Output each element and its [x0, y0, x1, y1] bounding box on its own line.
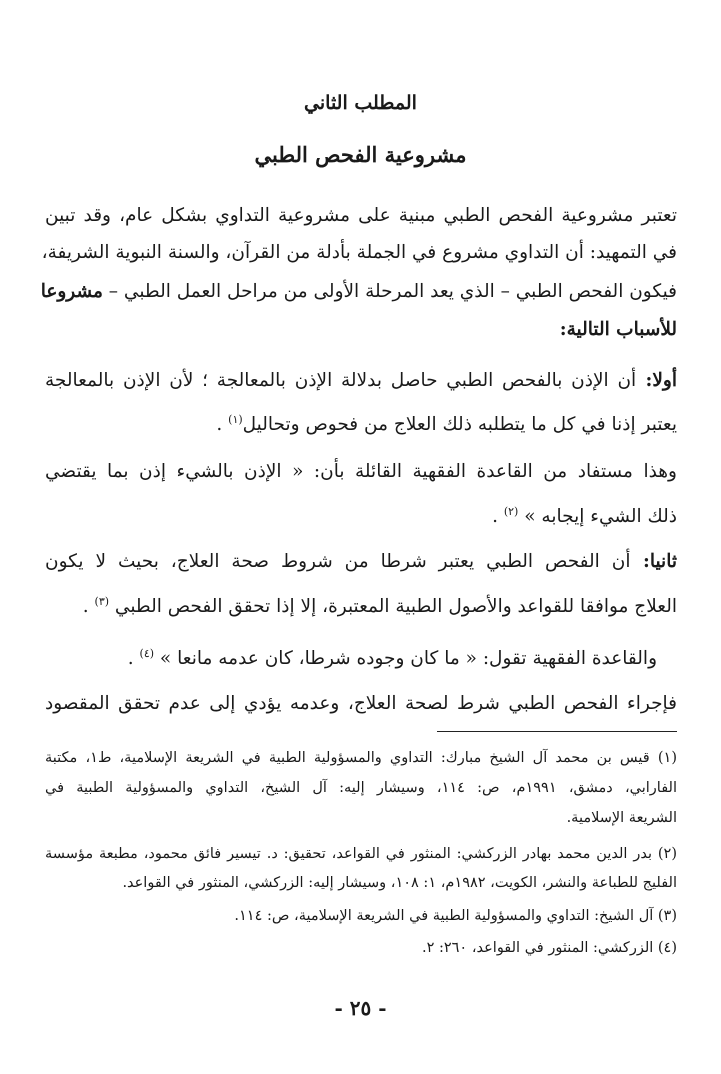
paragraph-5-line-1	[25, 642, 657, 671]
footnote-ref-4: (٤)	[139, 647, 155, 660]
footnote-separator	[437, 731, 677, 732]
paragraph-1-line-2: في التمهيد: أن التداوي مشروع في الجملة بأدلة من القرآن، والسنة النبوية الشريفة،	[41, 242, 677, 263]
paragraph-2-line-1-text: أن الإذن بالفحص الطبي حاصل بدلالة الإذن بالمعالجة ؛ لأن الإذن بالمعالجة	[45, 370, 637, 391]
footnote-3-line-1: (٣) آل الشيخ: التداوي والمسؤولية الطبية في الشريعة الإسلامية، ص: ١١٤.	[234, 908, 677, 924]
footnote-1-line-1: (١) قيس بن محمد آل الشيخ مبارك: التداوي والمسؤولية الطبية في الشريعة الإسلامية، ط١، مكتبة	[45, 750, 677, 766]
section-subtitle: مشروعية الفحص الطبي	[254, 142, 467, 167]
paragraph-4-line-2	[45, 590, 677, 619]
paragraph-4-line-1	[45, 550, 677, 574]
paragraph-2-line-2	[45, 408, 677, 437]
paragraph-4-line-2-end: .	[82, 596, 95, 618]
paragraph-5-line-1-text: والقاعدة الفقهية تقول: « ما كان وجوده شرطا، كان عدمه مانعا »	[154, 648, 657, 670]
page-number: - ٢٥ -	[334, 996, 387, 1020]
section-title: المطلب الثاني	[304, 92, 417, 114]
footnote-4-line-1: (٤) الزركشي: المنثور في القواعد، ٢٦٠: ٢.	[421, 940, 677, 956]
paragraph-1-line-1: تعتبر مشروعية الفحص الطبي مبنية على مشروعية التداوي بشكل عام، وقد تبين	[45, 205, 677, 226]
footnote-ref-1: (١)	[228, 413, 243, 426]
paragraph-3-line-2-end: .	[492, 506, 504, 528]
paragraph-2-line-2-end: .	[216, 414, 229, 436]
footnote-ref-2: (٢)	[503, 505, 519, 518]
paragraph-1-line-3	[40, 280, 677, 304]
point-lead-first: أولا:	[636, 370, 677, 391]
footnote-2-line-2: الفليج للطباعة والنشر، الكويت، ١٩٨٢م، ١: ١٠٨، وسيشار إليه: الزركشي، المنثور في القواعد.	[122, 875, 677, 891]
paragraph-4-line-2-text: العلاج موافقا للقواعد والأصول الطبية المعتبرة، إلا إذا تحقق الفحص الطبي	[109, 596, 677, 618]
footnote-1-line-3: الشريعة الإسلامية.	[566, 810, 677, 826]
footnote-2-line-1: (٢) بدر الدين محمد بهادر الزركشي: المنثور في القواعد، تحقيق: د. تيسير فائق محمود، مطبعة مؤسسة	[45, 846, 677, 862]
paragraph-3-line-1: وهذا مستفاد من القاعدة الفقهية القائلة بأن: « الإذن بالشيء إذن بما يقتضي	[45, 461, 677, 482]
paragraph-2-line-2-text: يعتبر إذنا في كل ما يتطلبه ذلك العلاج من فحوص وتحاليل	[242, 414, 677, 436]
paragraph-2-line-1	[45, 369, 677, 393]
paragraph-1-line-3-text: فيكون الفحص الطبي – الذي يعد المرحلة الأولى من مراحل العمل الطبي –	[102, 281, 677, 302]
paragraph-3-line-2-text: ذلك الشيء إيجابه »	[518, 506, 677, 528]
point-lead-second: ثانيا:	[630, 551, 677, 572]
bold-term: مشروعا	[40, 281, 103, 302]
paragraph-4-line-1-text: أن الفحص الطبي يعتبر شرطا من شروط صحة العلاج، بحيث لا يكون	[45, 551, 631, 572]
paragraph-1-line-4: للأسباب التالية:	[559, 319, 677, 340]
footnote-ref-3: (٣)	[94, 595, 110, 608]
paragraph-6-line-1: فإجراء الفحص الطبي شرط لصحة العلاج، وعدمه يؤدي إلى عدم تحقق المقصود	[45, 693, 677, 714]
paragraph-3-line-2	[45, 500, 677, 529]
paragraph-5-line-1-end: .	[127, 648, 140, 670]
footnote-1-line-2: الفارابي، دمشق، ١٩٩١م، ص: ١١٤، وسيشار إليه: آل الشيخ، التداوي والمسؤولية الطبية في	[45, 780, 678, 796]
